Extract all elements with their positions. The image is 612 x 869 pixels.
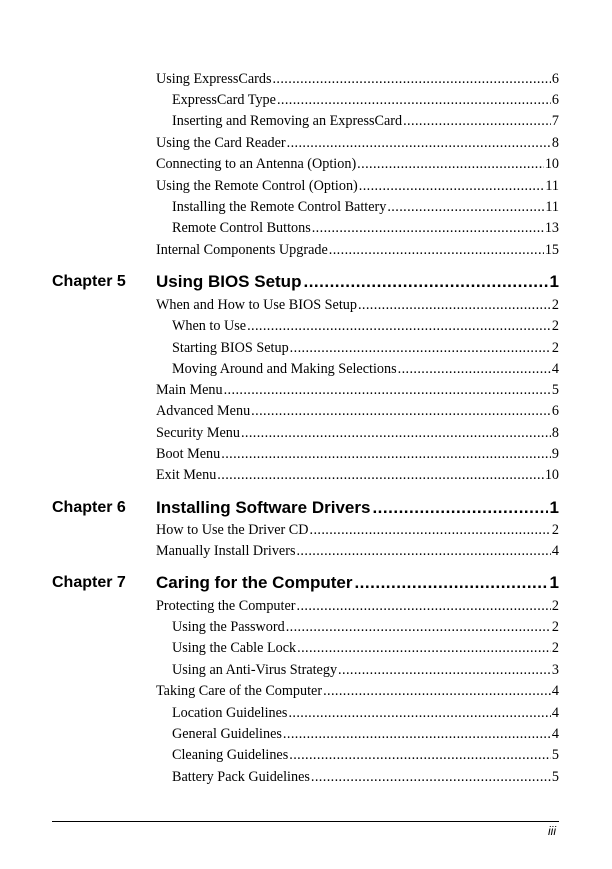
chapter-title: Caring for the Computer bbox=[156, 573, 353, 592]
toc-entry-title: Using an Anti-Virus Strategy bbox=[172, 662, 338, 678]
toc-entry-title: Main Menu bbox=[156, 382, 223, 398]
dot-leader bbox=[224, 380, 551, 400]
toc-entry-page: 13 bbox=[544, 220, 559, 236]
dot-leader bbox=[398, 359, 551, 379]
chapter-label: Chapter 5 bbox=[52, 273, 126, 290]
toc-entry-title: Starting BIOS Setup bbox=[172, 340, 289, 356]
toc-entry-title: Cleaning Guidelines bbox=[172, 747, 289, 763]
toc-entry[interactable] bbox=[172, 316, 559, 336]
chapter-label: Chapter 7 bbox=[52, 574, 126, 591]
toc-entry-title: Security Menu bbox=[156, 425, 240, 441]
dot-leader bbox=[354, 571, 547, 595]
toc-entry-page: 4 bbox=[551, 361, 559, 377]
dot-leader bbox=[372, 496, 547, 520]
dot-leader bbox=[387, 197, 544, 217]
toc-entry-page: 5 bbox=[551, 382, 559, 398]
toc-entry[interactable] bbox=[172, 745, 559, 765]
dot-leader bbox=[323, 681, 551, 701]
toc-entry-page: 8 bbox=[551, 135, 559, 151]
toc-entry-page: 6 bbox=[551, 403, 559, 419]
toc-entry-title: Using the Password bbox=[172, 619, 285, 635]
toc-entry[interactable] bbox=[156, 520, 559, 540]
dot-leader bbox=[290, 338, 551, 358]
toc-entry-page: 8 bbox=[551, 425, 559, 441]
toc-entry[interactable] bbox=[172, 197, 559, 217]
toc-entry[interactable] bbox=[156, 681, 559, 701]
toc-entry[interactable] bbox=[172, 660, 559, 680]
toc-entry[interactable] bbox=[172, 359, 559, 379]
toc-entry-title: Using ExpressCards bbox=[156, 71, 272, 87]
toc-entry-title: Advanced Menu bbox=[156, 403, 251, 419]
dot-leader bbox=[288, 703, 550, 723]
toc-entry-page: 6 bbox=[551, 92, 559, 108]
toc-entry-title: Using the Remote Control (Option) bbox=[156, 178, 358, 194]
dot-leader bbox=[338, 660, 551, 680]
toc-entry-page: 7 bbox=[551, 113, 559, 129]
toc-entry[interactable] bbox=[156, 176, 559, 196]
toc-entry[interactable] bbox=[156, 444, 559, 464]
toc-entry-title: Battery Pack Guidelines bbox=[172, 769, 310, 785]
toc-entry[interactable] bbox=[156, 465, 559, 485]
toc-entry-page: 3 bbox=[551, 662, 559, 678]
toc-entry-page: 5 bbox=[551, 747, 559, 763]
chapter-heading[interactable] bbox=[156, 270, 559, 294]
toc-entry-page: 5 bbox=[551, 769, 559, 785]
dot-leader bbox=[287, 133, 551, 153]
toc-entry[interactable] bbox=[172, 638, 559, 658]
toc-entry-page: 2 bbox=[551, 297, 559, 313]
toc-entry-title: Protecting the Computer bbox=[156, 598, 296, 614]
toc-entry-title: Inserting and Removing an ExpressCard bbox=[172, 113, 403, 129]
toc-entry[interactable] bbox=[156, 240, 559, 260]
toc-entry-title: Connecting to an Antenna (Option) bbox=[156, 156, 357, 172]
dot-leader bbox=[311, 767, 551, 787]
toc-entry-title: Internal Components Upgrade bbox=[156, 242, 328, 258]
toc-entry-page: 2 bbox=[551, 318, 559, 334]
dot-leader bbox=[289, 745, 551, 765]
toc-entry-page: 2 bbox=[551, 522, 559, 538]
toc-entry[interactable] bbox=[156, 401, 559, 421]
toc-entry[interactable] bbox=[156, 423, 559, 443]
dot-leader bbox=[221, 444, 551, 464]
toc-entry[interactable] bbox=[156, 154, 559, 174]
dot-leader bbox=[297, 638, 551, 658]
toc-entry-title: When and How to Use BIOS Setup bbox=[156, 297, 357, 313]
toc-entry[interactable] bbox=[156, 380, 559, 400]
toc-entry-page: 9 bbox=[551, 446, 559, 462]
toc-entry[interactable] bbox=[156, 541, 559, 561]
toc-entry[interactable] bbox=[172, 338, 559, 358]
toc-entry[interactable] bbox=[172, 767, 559, 787]
dot-leader bbox=[358, 295, 551, 315]
toc-entry-page: 15 bbox=[544, 242, 559, 258]
dot-leader bbox=[283, 724, 551, 744]
dot-leader bbox=[312, 218, 544, 238]
toc-entry-title: Taking Care of the Computer bbox=[156, 683, 323, 699]
toc-entry-title: Location Guidelines bbox=[172, 705, 288, 721]
toc-entry-page: 4 bbox=[551, 683, 559, 699]
toc-entry-page: 11 bbox=[545, 178, 559, 194]
dot-leader bbox=[296, 541, 550, 561]
toc-entry-page: 10 bbox=[544, 467, 559, 483]
toc-entry[interactable] bbox=[172, 617, 559, 637]
toc-entry-title: Manually Install Drivers bbox=[156, 543, 296, 559]
toc-entry-title: Using the Cable Lock bbox=[172, 640, 297, 656]
toc-entry[interactable] bbox=[172, 218, 559, 238]
dot-leader bbox=[247, 316, 551, 336]
chapter-page: 1 bbox=[549, 498, 559, 517]
dot-leader bbox=[310, 520, 551, 540]
dot-leader bbox=[286, 617, 551, 637]
footer-divider bbox=[52, 821, 559, 822]
toc-entry[interactable] bbox=[172, 724, 559, 744]
page-number: iii bbox=[548, 824, 556, 838]
toc-entry-title: How to Use the Driver CD bbox=[156, 522, 309, 538]
dot-leader bbox=[303, 270, 547, 294]
chapter-heading[interactable] bbox=[156, 571, 559, 595]
chapter-title: Installing Software Drivers bbox=[156, 498, 371, 517]
toc-entry-page: 4 bbox=[551, 543, 559, 559]
dot-leader bbox=[297, 596, 551, 616]
toc-entry-title: Remote Control Buttons bbox=[172, 220, 311, 236]
toc-entry[interactable] bbox=[172, 111, 559, 131]
dot-leader bbox=[241, 423, 551, 443]
toc-entry-page: 2 bbox=[551, 598, 559, 614]
toc-entry[interactable] bbox=[156, 133, 559, 153]
dot-leader bbox=[357, 154, 544, 174]
toc-entry-title: Using the Card Reader bbox=[156, 135, 286, 151]
dot-leader bbox=[251, 401, 551, 421]
dot-leader bbox=[277, 90, 551, 110]
dot-leader bbox=[217, 465, 544, 485]
chapter-title: Using BIOS Setup bbox=[156, 272, 302, 291]
dot-leader bbox=[329, 240, 544, 260]
dot-leader bbox=[403, 111, 551, 131]
toc-entry-page: 10 bbox=[544, 156, 559, 172]
toc-entry-page: 4 bbox=[551, 726, 559, 742]
toc-entry[interactable] bbox=[156, 596, 559, 616]
toc-entry-title: Exit Menu bbox=[156, 467, 217, 483]
toc-entry-page: 11 bbox=[545, 199, 559, 215]
dot-leader bbox=[359, 176, 545, 196]
toc-entry-page: 6 bbox=[551, 71, 559, 87]
toc-entry-title: General Guidelines bbox=[172, 726, 282, 742]
toc-entry-title: Installing the Remote Control Battery bbox=[172, 199, 387, 215]
chapter-page: 1 bbox=[549, 272, 559, 291]
toc-entry[interactable] bbox=[172, 90, 559, 110]
toc-entry-page: 2 bbox=[551, 619, 559, 635]
toc-entry-title: Moving Around and Making Selections bbox=[172, 361, 397, 377]
chapter-label: Chapter 6 bbox=[52, 499, 126, 516]
toc-entry-title: Boot Menu bbox=[156, 446, 221, 462]
dot-leader bbox=[272, 69, 550, 89]
toc-entry-page: 4 bbox=[551, 705, 559, 721]
toc-entry[interactable] bbox=[156, 69, 559, 89]
chapter-page: 1 bbox=[549, 573, 559, 592]
toc-entry-title: ExpressCard Type bbox=[172, 92, 276, 108]
chapter-heading[interactable] bbox=[156, 496, 559, 520]
toc-entry[interactable] bbox=[172, 703, 559, 723]
toc-entry-title: When to Use bbox=[172, 318, 247, 334]
toc-entry-page: 2 bbox=[551, 340, 559, 356]
toc-entry[interactable] bbox=[156, 295, 559, 315]
toc-entry-page: 2 bbox=[551, 640, 559, 656]
